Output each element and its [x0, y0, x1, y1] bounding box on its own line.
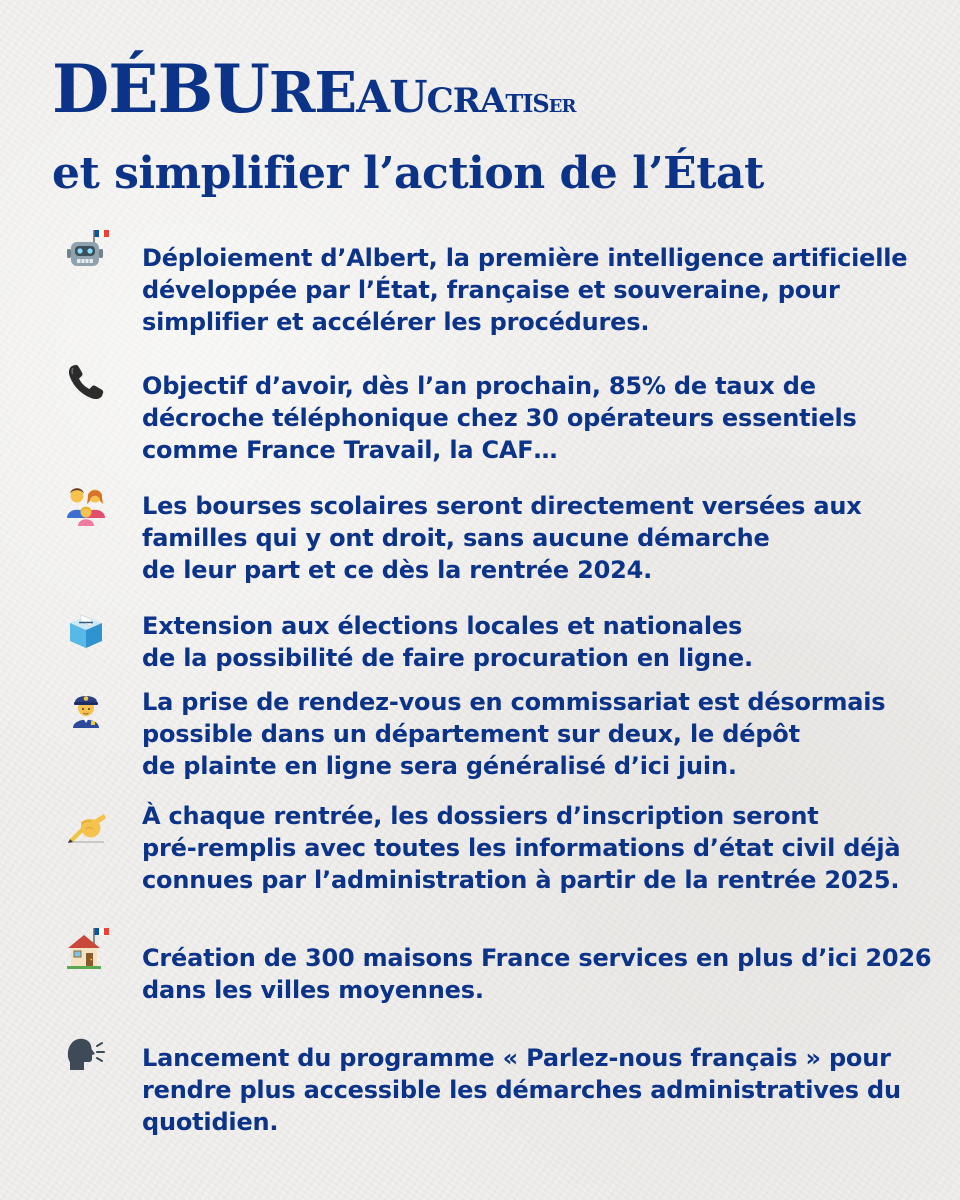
writing-hand-icon [64, 806, 108, 850]
title-part: AU [356, 72, 427, 123]
text-line: comme France Travail, la CAF… [142, 436, 558, 464]
title-part: BU [157, 50, 269, 128]
page-subtitle: et simplifier l’action de l’État [52, 148, 764, 199]
list-item-text [142, 800, 922, 896]
title-debureaucratiser [52, 50, 912, 140]
text-line: familles qui y ont droit, sans aucune démarche [142, 524, 770, 552]
list-item-text [142, 370, 922, 466]
ballot-box-icon [64, 608, 108, 652]
text-line: simplifier et accélérer les procédures. [142, 308, 650, 336]
text-line: de leur part et ce dès la rentrée 2024. [142, 556, 653, 584]
text-line: décroche téléphonique chez 30 opérateurs essentiels [142, 404, 857, 432]
text-line: À chaque rentrée, les dossiers d’inscription seront [142, 802, 819, 830]
title-part: TIS [505, 89, 549, 118]
text-line: Objectif d’avoir, dès l’an prochain, 85% de taux de [142, 372, 816, 400]
page-title [52, 50, 912, 200]
text-line: possible dans un département sur deux, le dépôt [142, 720, 800, 748]
list-item-text [142, 490, 922, 586]
speaking-head-icon [64, 1032, 108, 1076]
text-line: pré-remplis avec toutes les informations d’état civil déjà [142, 834, 901, 862]
telephone-icon [64, 360, 108, 404]
robot-with-flag-icon [64, 228, 108, 272]
list-item-text [142, 942, 932, 1006]
text-line: de plainte en ligne sera généralisé d’ici juin. [142, 752, 737, 780]
text-line: quotidien. [142, 1108, 279, 1136]
family-icon [64, 484, 108, 528]
text-line: La prise de rendez-vous en commissariat est désormais [142, 688, 886, 716]
text-line: Déploiement d’Albert, la première intelligence artificielle [142, 244, 908, 272]
text-line: Les bourses scolaires seront directement versées aux [142, 492, 862, 520]
text-line: Création de 300 maisons France services en plus d’ici 2026 [142, 944, 932, 972]
list-item-text [142, 610, 922, 674]
police-officer-icon [64, 688, 108, 732]
text-line: connues par l’administration à partir de la rentrée 2025. [142, 866, 900, 894]
title-part: RE [268, 60, 357, 126]
text-line: développée par l’État, française et souveraine, pour [142, 276, 840, 304]
text-line: dans les villes moyennes. [142, 976, 484, 1004]
house-with-flag-icon [64, 926, 108, 970]
list-item-text [142, 242, 922, 338]
title-part: CRA [426, 81, 506, 121]
text-line: de la possibilité de faire procuration en ligne. [142, 644, 753, 672]
title-part: DÉ [52, 50, 158, 128]
text-line: Extension aux élections locales et nationales [142, 612, 743, 640]
title-part: ER [548, 96, 576, 117]
text-line: rendre plus accessible les démarches administratives du [142, 1076, 901, 1104]
list-item-text [142, 686, 922, 782]
list-item-text [142, 1042, 922, 1138]
text-line: Lancement du programme « Parlez-nous français » pour [142, 1044, 891, 1072]
